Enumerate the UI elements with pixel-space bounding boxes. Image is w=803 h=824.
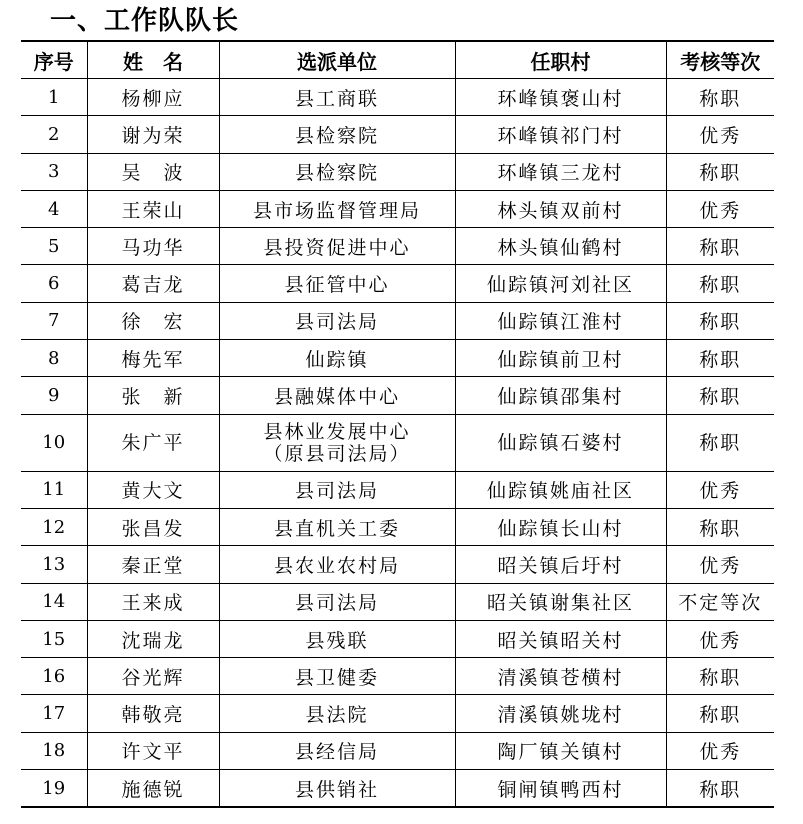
cell-grade: 称职	[666, 414, 774, 471]
cell-unit: 县卫健委	[219, 658, 455, 695]
cell-grade: 称职	[666, 508, 774, 545]
cell-name: 马功华	[87, 228, 219, 265]
cell-name: 张昌发	[87, 508, 219, 545]
cell-village: 林头镇仙鹤村	[455, 228, 666, 265]
cell-grade: 称职	[666, 770, 774, 808]
cell-grade: 称职	[666, 228, 774, 265]
team-leader-table	[21, 40, 774, 808]
header-number: 序号	[21, 41, 87, 79]
cell-unit: 县市场监督管理局	[219, 190, 455, 227]
cell-number: 15	[21, 620, 87, 657]
cell-number: 18	[21, 732, 87, 769]
cell-village: 环峰镇三龙村	[455, 153, 666, 190]
cell-unit: 县司法局	[219, 583, 455, 620]
cell-grade: 称职	[666, 340, 774, 377]
cell-unit: 县残联	[219, 620, 455, 657]
cell-unit: 县检察院	[219, 116, 455, 153]
cell-village: 昭关镇后圩村	[455, 546, 666, 583]
cell-village: 仙踪镇前卫村	[455, 340, 666, 377]
cell-village: 清溪镇姚垅村	[455, 695, 666, 732]
table-row	[21, 471, 774, 508]
cell-grade: 优秀	[666, 471, 774, 508]
cell-name: 梅先军	[87, 340, 219, 377]
header-grade: 考核等次	[666, 41, 774, 79]
cell-unit: 县直机关工委	[219, 508, 455, 545]
table-row	[21, 620, 774, 657]
cell-village: 铜闸镇鸭西村	[455, 770, 666, 808]
cell-grade: 称职	[666, 695, 774, 732]
cell-unit: 县供销社	[219, 770, 455, 808]
cell-village: 清溪镇苍横村	[455, 658, 666, 695]
table-row	[21, 414, 774, 471]
cell-village: 仙踪镇河刘社区	[455, 265, 666, 302]
cell-village: 环峰镇祁门村	[455, 116, 666, 153]
cell-number: 12	[21, 508, 87, 545]
table-row	[21, 153, 774, 190]
table-header-row	[21, 41, 774, 79]
cell-grade: 不定等次	[666, 583, 774, 620]
cell-name: 吴 波	[87, 153, 219, 190]
cell-number: 11	[21, 471, 87, 508]
cell-unit: 县法院	[219, 695, 455, 732]
cell-grade: 称职	[666, 377, 774, 414]
table-row	[21, 732, 774, 769]
cell-name: 谷光辉	[87, 658, 219, 695]
cell-unit-note: （原县司法局）	[263, 442, 411, 465]
cell-village: 仙踪镇石婆村	[455, 414, 666, 471]
page-title: 一、工作队队长	[50, 6, 240, 36]
cell-name: 杨柳应	[87, 79, 219, 116]
cell-number: 7	[21, 302, 87, 339]
table-row	[21, 302, 774, 339]
cell-name: 张 新	[87, 377, 219, 414]
cell-village: 仙踪镇邵集村	[455, 377, 666, 414]
table-row	[21, 340, 774, 377]
cell-village: 环峰镇褒山村	[455, 79, 666, 116]
table-row	[21, 228, 774, 265]
cell-name: 王荣山	[87, 190, 219, 227]
header-name: 姓 名	[87, 41, 219, 79]
cell-number: 16	[21, 658, 87, 695]
cell-number: 6	[21, 265, 87, 302]
table-row	[21, 770, 774, 808]
cell-grade: 优秀	[666, 732, 774, 769]
table-row	[21, 116, 774, 153]
table-row	[21, 546, 774, 583]
cell-name: 秦正堂	[87, 546, 219, 583]
table-row	[21, 508, 774, 545]
cell-name: 朱广平	[87, 414, 219, 471]
cell-name: 韩敬亮	[87, 695, 219, 732]
cell-grade: 称职	[666, 658, 774, 695]
cell-name: 许文平	[87, 732, 219, 769]
cell-grade: 称职	[666, 79, 774, 116]
cell-number: 1	[21, 79, 87, 116]
cell-unit: 县司法局	[219, 471, 455, 508]
cell-number: 8	[21, 340, 87, 377]
cell-number: 13	[21, 546, 87, 583]
cell-name: 徐 宏	[87, 302, 219, 339]
cell-grade: 优秀	[666, 116, 774, 153]
table-row	[21, 190, 774, 227]
cell-village: 陶厂镇关镇村	[455, 732, 666, 769]
cell-number: 2	[21, 116, 87, 153]
table-row	[21, 658, 774, 695]
header-unit: 选派单位	[219, 41, 455, 79]
table-row	[21, 583, 774, 620]
cell-number: 9	[21, 377, 87, 414]
cell-unit: 县融媒体中心	[219, 377, 455, 414]
cell-unit: 县农业农村局	[219, 546, 455, 583]
cell-grade: 优秀	[666, 620, 774, 657]
cell-village: 昭关镇昭关村	[455, 620, 666, 657]
cell-unit	[219, 414, 455, 471]
table-row	[21, 79, 774, 116]
header-village: 任职村	[455, 41, 666, 79]
cell-unit: 县司法局	[219, 302, 455, 339]
cell-village: 仙踪镇长山村	[455, 508, 666, 545]
cell-name: 葛吉龙	[87, 265, 219, 302]
table-row	[21, 265, 774, 302]
cell-grade: 优秀	[666, 546, 774, 583]
cell-unit: 县经信局	[219, 732, 455, 769]
table-row	[21, 377, 774, 414]
cell-village: 昭关镇谢集社区	[455, 583, 666, 620]
cell-number: 3	[21, 153, 87, 190]
cell-name: 沈瑞龙	[87, 620, 219, 657]
cell-grade: 称职	[666, 153, 774, 190]
cell-unit: 县工商联	[219, 79, 455, 116]
cell-unit: 县检察院	[219, 153, 455, 190]
table-row	[21, 695, 774, 732]
cell-number: 14	[21, 583, 87, 620]
cell-grade: 称职	[666, 265, 774, 302]
cell-unit: 仙踪镇	[219, 340, 455, 377]
cell-number: 19	[21, 770, 87, 808]
cell-village: 林头镇双前村	[455, 190, 666, 227]
cell-number: 4	[21, 190, 87, 227]
cell-number: 17	[21, 695, 87, 732]
cell-village: 仙踪镇姚庙社区	[455, 471, 666, 508]
cell-number: 5	[21, 228, 87, 265]
cell-name: 黄大文	[87, 471, 219, 508]
table-body	[21, 79, 774, 808]
cell-name: 施德锐	[87, 770, 219, 808]
cell-village: 仙踪镇江淮村	[455, 302, 666, 339]
cell-number: 10	[21, 414, 87, 471]
cell-grade: 优秀	[666, 190, 774, 227]
cell-unit: 县征管中心	[219, 265, 455, 302]
cell-name: 谢为荣	[87, 116, 219, 153]
cell-name: 王来成	[87, 583, 219, 620]
cell-unit: 县投资促进中心	[219, 228, 455, 265]
cell-unit-line: 县林业发展中心	[263, 420, 411, 443]
cell-grade: 称职	[666, 302, 774, 339]
